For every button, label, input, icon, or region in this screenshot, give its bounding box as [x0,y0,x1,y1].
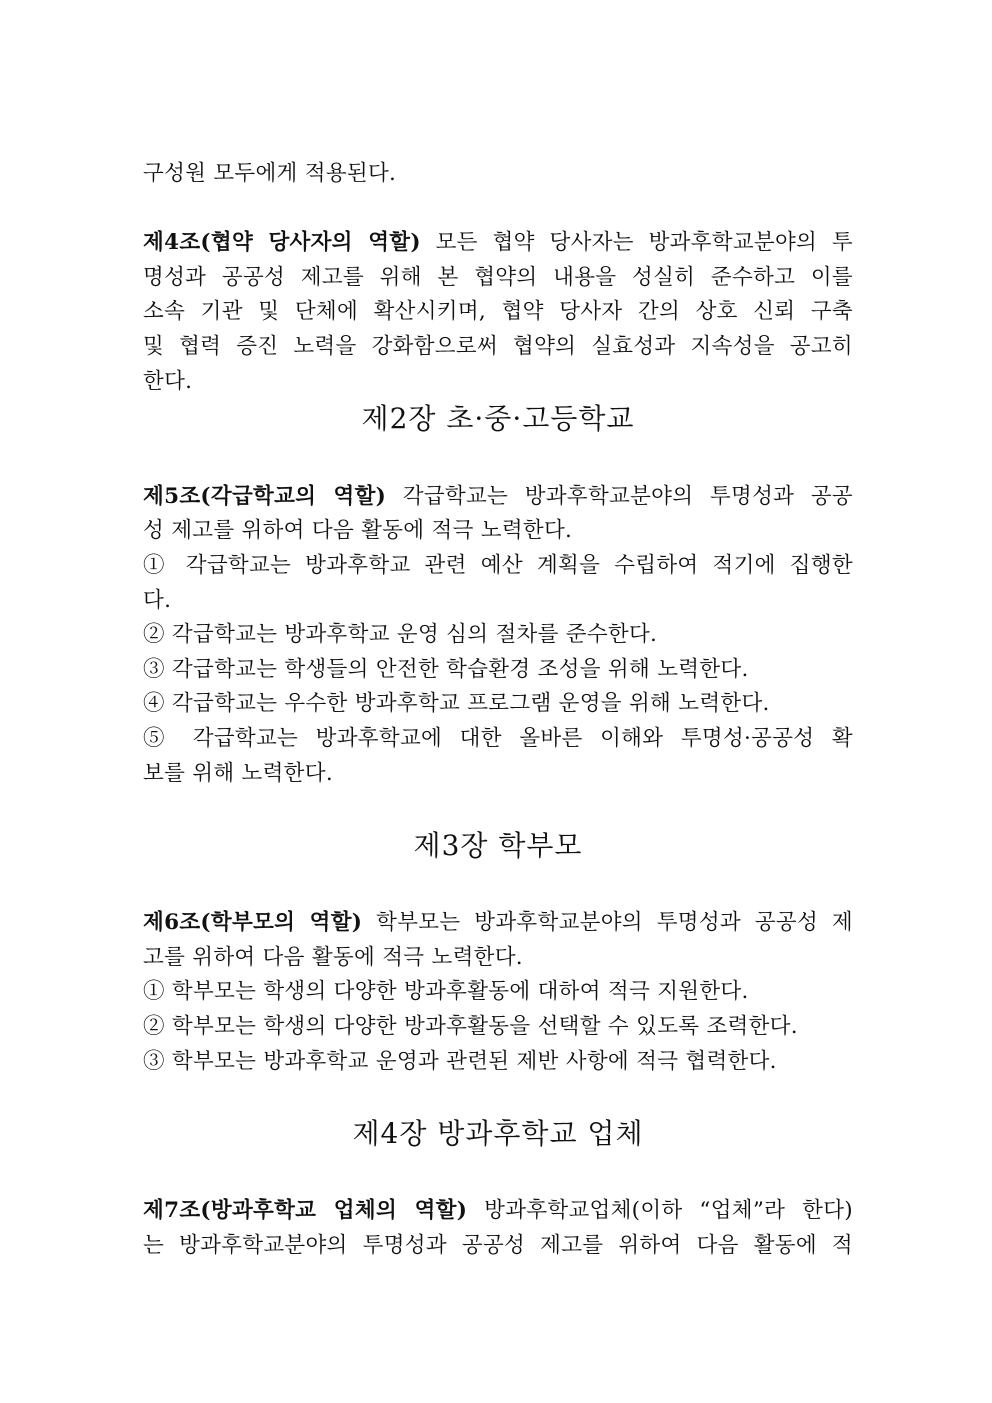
article-6-line-1 [143,906,853,941]
article-6-line-2: 고를 위하여 다음 활동에 적극 노력한다. [143,944,523,970]
article-5-line-2: 성 제고를 위하여 다음 활동에 적극 노력한다. [143,518,573,544]
article-5-item-3: ③ 각급학교는 학생들의 안전한 학습환경 조성을 위해 노력한다. [143,656,749,682]
chapter-3-title: 제3장 학부모 [413,828,583,862]
intro-line: 구성원 모두에게 적용된다. [143,161,397,186]
article-5-item-5-cont: 보를 위해 노력한다. [143,760,333,786]
article-6-heading: 제6조(학부모의 역할) [143,910,363,936]
article-4-heading: 제4조(협약 당사자의 역할) [143,230,421,256]
article-5-item-5: ⑤ 각급학교는 방과후학교에 대한 올바른 이해와 투명성·공공성 확 [143,725,853,751]
chapter-2-title: 제2장 초·중·고등학교 [361,402,635,436]
chapter-4-title: 제4장 방과후학교 업체 [352,1116,644,1150]
spacer [143,1079,853,1114]
article-5-item-1-cont: 다. [143,587,172,613]
article-6-text-1: 학부모는 방과후학교분야의 투명성과 공공성 제 [362,910,853,936]
article-7-line-2: 는 방과후학교분야의 투명성과 공공성 제고를 위하여 다음 활동에 적 [143,1233,853,1259]
article-6-item-3: ③ 학부모는 방과후학교 운영과 관련된 제반 사항에 적극 협력한다. [143,1048,777,1074]
article-4-line-4: 및 협력 증진 노력을 강화함으로써 협약의 실효성과 지속성을 공고히 [143,333,853,359]
article-4-line-1 [143,226,853,261]
article-4-line-3: 소속 기관 및 단체에 확산시키며, 협약 당사자 간의 상호 신뢰 구축 [143,299,853,325]
article-7-line-1 [143,1194,853,1229]
spacer [143,192,853,227]
article-5-line-1 [143,480,853,515]
article-5-item-1: ① 각급학교는 방과후학교 관련 예산 계획을 수립하여 적기에 집행한 [143,552,853,578]
article-5-item-2: ② 각급학교는 방과후학교 운영 심의 절차를 준수한다. [143,622,658,648]
article-5-heading: 제5조(각급학교의 역할) [143,483,387,509]
article-4-text-1: 모든 협약 당사자는 방과후학교분야의 투 [420,230,853,256]
article-6-item-1: ① 학부모는 학생의 다양한 방과후활동에 대하여 적극 지원한다. [143,979,749,1005]
spacer [143,791,853,826]
document-page [143,157,853,1264]
article-5-text-1: 각급학교는 방과후학교분야의 투명성과 공공 [386,483,853,509]
spacer [143,1160,853,1195]
article-4-line-2: 명성과 공공성 제고를 위해 본 협약의 내용을 성실히 준수하고 이를 [143,264,853,290]
spacer [143,445,853,480]
article-7-text-1: 방과후학교업체(이하 “업체”라 한다) [467,1198,853,1224]
article-4-line-5: 한다. [143,368,193,394]
article-7-heading: 제7조(방과후학교 업체의 역할) [143,1198,468,1224]
spacer [143,872,853,907]
article-5-item-4: ④ 각급학교는 우수한 방과후학교 프로그램 운영을 위해 노력한다. [143,691,770,717]
article-6-item-2: ② 학부모는 학생의 다양한 방과후활동을 선택할 수 있도록 조력한다. [143,1014,798,1040]
